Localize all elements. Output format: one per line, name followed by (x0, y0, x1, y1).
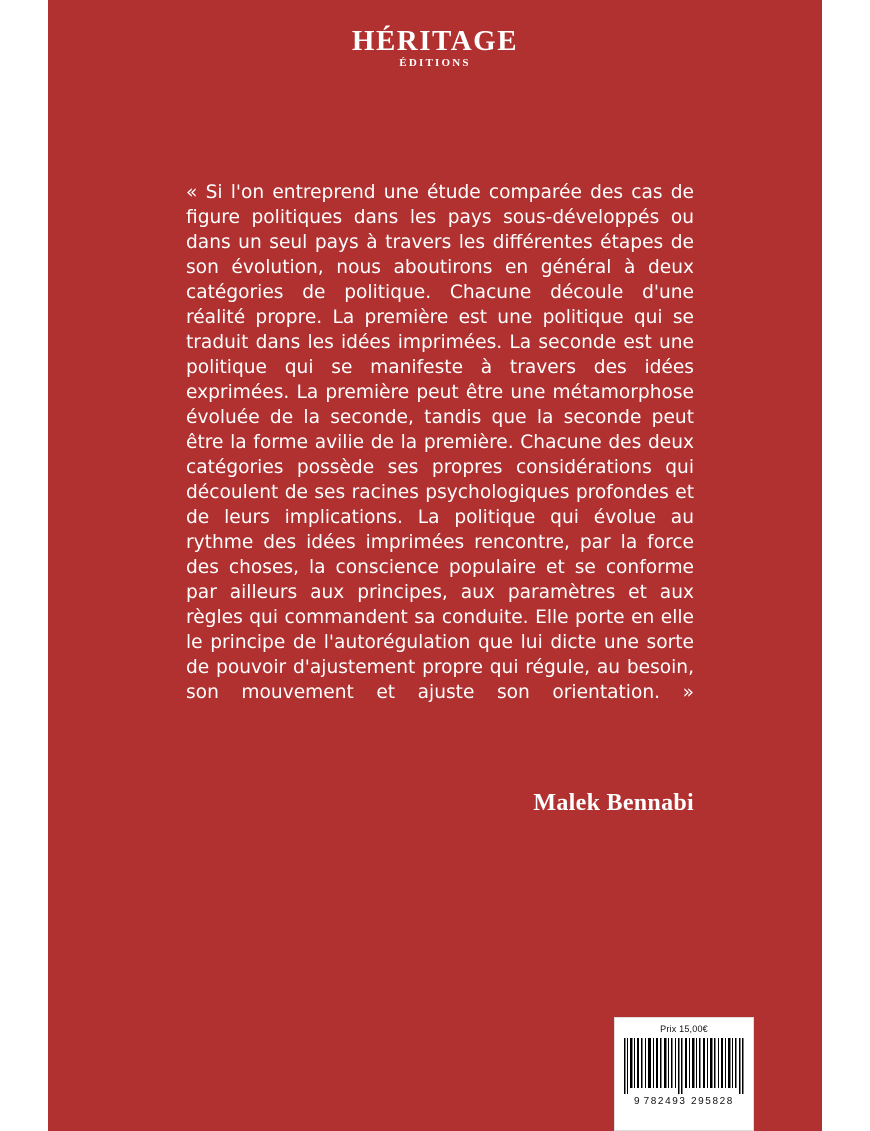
barcode-icon (622, 1038, 746, 1094)
publisher-name: HÉRITAGE (351, 25, 519, 57)
barcode-main-digits: 782493 295828 (643, 1096, 734, 1107)
quote-author: Malek Bennabi (533, 790, 694, 816)
back-cover-quote: « Si l'on entreprend une étude comparée des cas de figure politiques dans les pays sous-développés ou dans un seul pays à travers les différentes étapes de son évolution, nous aboutirons en général à deux catégories de politique. Chacune découle d'une réalité propre. La première est une politique qui se traduit dans les idées imprimées. La seconde est une politique qui se manifeste à travers des idées exprimées. La première peut être une métamorphose évoluée de la seconde, tandis que la seconde peut être la forme avilie de la première. Chacune des deux catégories possède ses propres considérations qui découlent de ses racines psychologiques profondes et de leurs implications. La politique qui évolue au rythme des idées imprimées rencontre, par la force des choses, la conscience populaire et se conforme par ailleurs aux principes, aux paramètres et aux règles qui commandent sa conduite. Elle porte en elle le principe de l'autorégulation que lui dicte une sorte de pouvoir d'ajustement propre qui régule, au besoin, son mouvement et ajuste son orientation. » (186, 182, 694, 703)
book-back-cover (48, 0, 822, 1131)
barcode-block (614, 1017, 754, 1131)
barcode-number (615, 1096, 753, 1107)
publisher-subtitle: ÉDITIONS (399, 57, 471, 70)
barcode-lead-digit: 9 (634, 1096, 641, 1107)
price-label: Prix 15,00€ (660, 1024, 708, 1034)
publisher-logo (48, 26, 822, 69)
